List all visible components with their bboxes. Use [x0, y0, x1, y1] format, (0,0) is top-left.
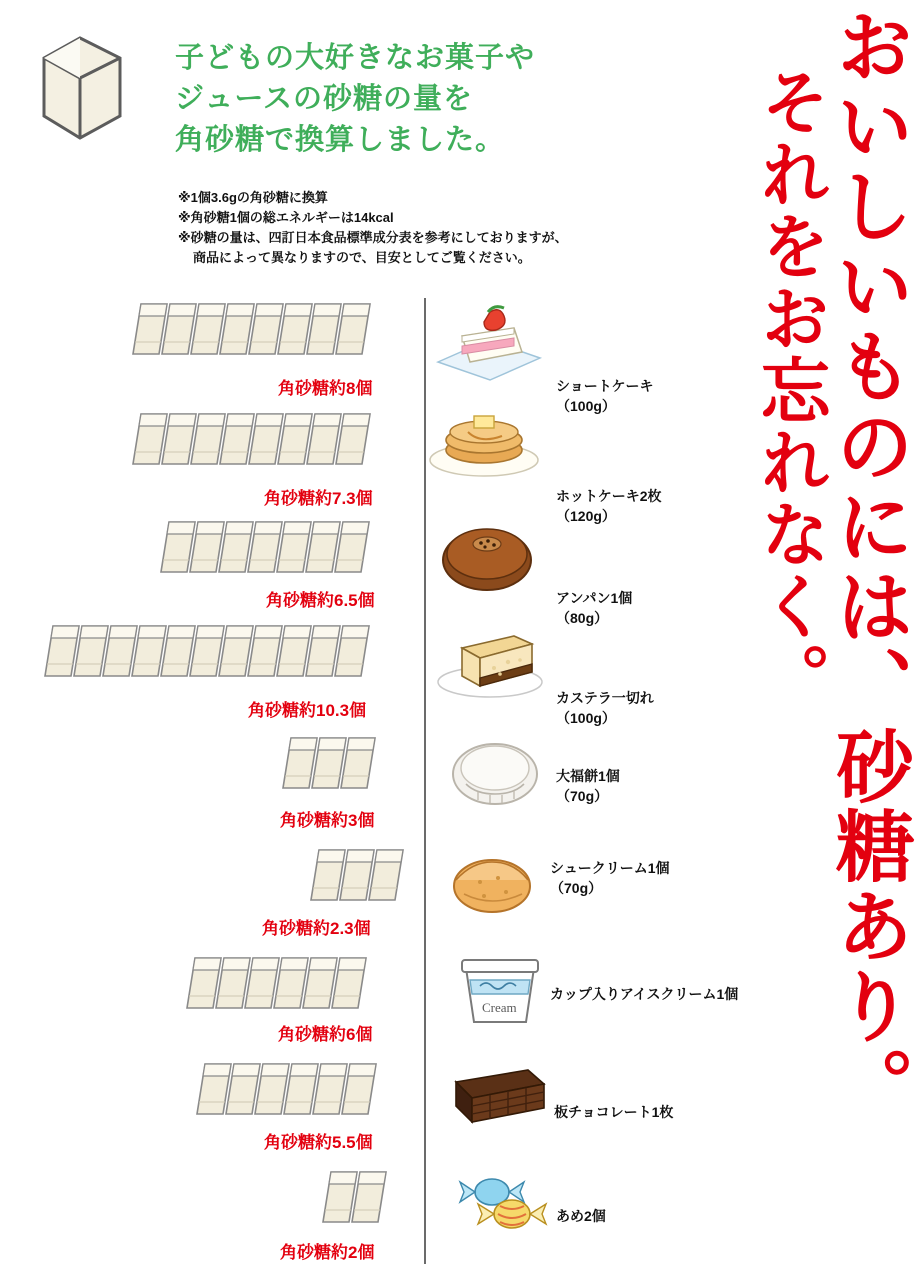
- sugar-amount-label: 角砂糖約5.5個: [264, 1133, 373, 1152]
- sugar-cube-bar: [204, 1062, 378, 1116]
- headline-line-2: ジュースの砂糖の量を: [175, 83, 473, 116]
- chart-row: [0, 398, 740, 525]
- icecream-cup-icon: [444, 950, 554, 1035]
- svg-text:Cream: Cream: [482, 1000, 517, 1015]
- sugar-amount-label: 角砂糖約3個: [280, 811, 375, 830]
- page-title: [175, 38, 645, 162]
- axis-line: [424, 610, 426, 722]
- chart-row: [0, 288, 740, 415]
- chart-row: [0, 506, 740, 627]
- castella-icon: [428, 616, 553, 707]
- note-3: ※砂糖の量は、四訂日本食品標準成分表を参考にしておりますが、: [178, 230, 568, 246]
- notes-block: [178, 188, 648, 269]
- axis-line: [424, 506, 426, 610]
- food-name-label: ホットケーキ2枚 （120g）: [556, 488, 662, 525]
- axis-line: [424, 1048, 426, 1156]
- candy-icon: [450, 1168, 560, 1243]
- sugar-cube-bar: [330, 1170, 388, 1224]
- sugar-amount-label: 角砂糖約6個: [278, 1025, 373, 1044]
- sugar-amount-label: 角砂糖約2個: [280, 1243, 375, 1262]
- note-4: 商品によって異なりますので、目安としてご覧ください。: [193, 250, 531, 266]
- sugar-cube-bar: [168, 520, 371, 574]
- food-name-label: カステラ一切れ （100g）: [556, 690, 654, 727]
- food-name-label: あめ2個: [556, 1208, 606, 1224]
- sugar-cube-bar: [194, 956, 368, 1010]
- sugar-cube-icon: [367, 848, 405, 902]
- headline-line-3: 角砂糖で換算しました。: [175, 124, 506, 157]
- food-name-label: カップ入りアイスクリーム1個: [550, 986, 739, 1002]
- sugar-amount-label: 角砂糖約7.3個: [264, 489, 373, 508]
- sugar-cube-bar: [140, 302, 372, 356]
- chart-row: [0, 1156, 740, 1276]
- note-2: ※角砂糖1個の総エネルギーは14kcal: [178, 210, 394, 226]
- chart-row: [0, 610, 740, 727]
- sugar-cube-logo-icon: [30, 28, 130, 148]
- sugar-cube-icon: [339, 736, 377, 790]
- shortcake-icon: [428, 300, 548, 391]
- pancake-icon: [424, 408, 544, 485]
- sugar-cube-icon: [334, 302, 372, 356]
- axis-line: [424, 298, 426, 398]
- axis-line: [424, 722, 426, 834]
- header: [0, 0, 660, 290]
- sugar-amount-label: 角砂糖約2.3個: [262, 919, 371, 938]
- anpan-icon: [432, 516, 542, 601]
- food-name-label: シュークリーム1個 （70g）: [550, 860, 670, 897]
- chart-row: [0, 722, 740, 834]
- creampuff-icon: [440, 842, 545, 923]
- chart-row: [0, 834, 740, 942]
- headline-line-1: 子どもの大好きなお菓子や: [175, 42, 536, 74]
- sugar-cube-icon: [333, 520, 371, 574]
- chart-row: [0, 1048, 740, 1156]
- food-name-label: 板チョコレート1枚: [554, 1104, 674, 1120]
- note-1: ※1個3.6gの角砂糖に換算: [178, 190, 328, 205]
- food-name-label: 大福餅1個 （70g）: [556, 768, 620, 805]
- slogan-line-2: それをお忘れなく。: [750, 66, 827, 714]
- sugar-cube-icon: [350, 1170, 388, 1224]
- sugar-cube-icon: [333, 624, 371, 678]
- slogan-line-1: おいしいものには、砂糖あり。: [825, 6, 912, 1126]
- axis-line: [424, 1156, 426, 1264]
- axis-line: [424, 834, 426, 942]
- sugar-cube-bar: [140, 412, 372, 466]
- sugar-amount-label: 角砂糖約10.3個: [248, 701, 367, 720]
- chocolate-bar-icon: [444, 1060, 554, 1135]
- sugar-cube-icon: [334, 412, 372, 466]
- sugar-amount-label: 角砂糖約8個: [278, 379, 373, 398]
- sugar-cube-bar: [52, 624, 371, 678]
- axis-line: [424, 942, 426, 1048]
- sugar-cube-bar: [318, 848, 405, 902]
- sugar-cube-bar: [290, 736, 377, 790]
- sugar-amount-label: 角砂糖約6.5個: [266, 591, 375, 610]
- daifuku-icon: [440, 732, 550, 815]
- sugar-cube-icon: [340, 1062, 378, 1116]
- sugar-cube-icon: [330, 956, 368, 1010]
- food-name-label: ショートケーキ （100g）: [556, 378, 654, 415]
- chart-row: [0, 942, 740, 1048]
- sugar-chart: [0, 288, 740, 1276]
- food-name-label: アンパン1個 （80g）: [556, 590, 633, 627]
